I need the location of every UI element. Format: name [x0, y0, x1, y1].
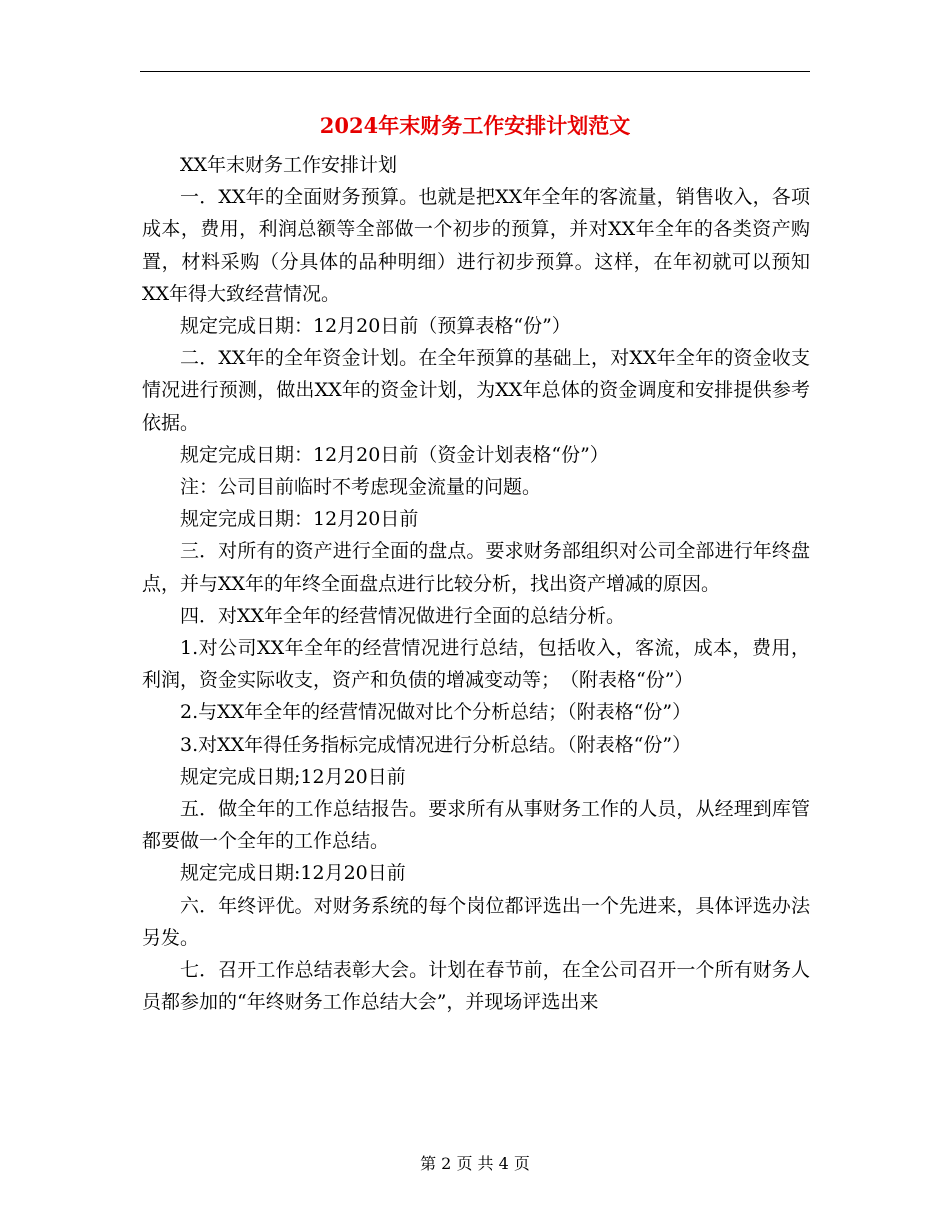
paragraph-subitem-4-3: 3.对XX年得任务指标完成情况进行分析总结。（附表格“份”） [180, 733, 692, 756]
paragraph-subitem-4-2: 2.与XX年全年的经营情况做对比个分析总结；（附表格“份”） [180, 701, 692, 724]
paragraph-item-7-meeting: 七．召开工作总结表彰大会。计划在春节前，在全公司召开一个所有财务人员都参加的“年终财务工作总结大会”，并现场评选出来 [142, 959, 810, 1014]
header-rule [140, 71, 810, 72]
paragraph-deadline-5: 规定完成日期:12月20日前 [180, 862, 406, 885]
document-title: 2024年末财务工作安排计划范文 [319, 113, 631, 138]
paragraph-plan-heading: XX年末财务工作安排计划 [180, 154, 398, 176]
paragraph-item-3-inventory: 三．对所有的资产进行全面的盘点。要求财务部组织对公司全部进行年终盘点，并与XX年的年终全面盘点进行比较分析，找出资产增减的原因。 [142, 540, 810, 595]
paragraph-note: 注：公司目前临时不考虑现金流量的问题。 [180, 476, 542, 499]
paragraph-deadline-3: 规定完成日期：12月20日前 [180, 508, 419, 531]
paragraph-deadline-2: 规定完成日期：12月20日前（资金计划表格“份”） [180, 443, 609, 466]
document-body [142, 149, 810, 1018]
paragraph-deadline-4: 规定完成日期;12月20日前 [180, 765, 406, 788]
paragraph-item-1-budget: 一．XX年的全面财务预算。也就是把XX年全年的客流量，销售收入，各项成本，费用，利润总额等全部做一个初步的预算，并对XX年全年的各类资产购置，材料采购（分具体的品种明细）进行初步预算。这样，在年初就可以预知XX年得大致经营情况。 [142, 186, 810, 305]
page-number-footer: 第 2 页 共 4 页 [420, 1154, 530, 1173]
paragraph-item-5-report: 五．做全年的工作总结报告。要求所有从事财务工作的人员，从经理到库管都要做一个全年的工作总结。 [142, 798, 810, 853]
paragraph-item-4-analysis: 四．对XX年全年的经营情况做进行全面的总结分析。 [180, 604, 626, 627]
paragraph-item-6-awards: 六．年终评优。对财务系统的每个岗位都评选出一个先进来，具体评选办法另发。 [142, 894, 810, 949]
paragraph-deadline-1: 规定完成日期：12月20日前（预算表格“份”） [180, 315, 571, 338]
paragraph-subitem-4-1: 1.对公司XX年全年的经营情况进行总结，包括收入，客流，成本，费用，利润，资金实际收支，资产和负债的增减变动等； （附表格“份”） [142, 637, 810, 692]
paragraph-item-2-funds: 二．XX年的全年资金计划。在全年预算的基础上，对XX年全年的资金收支情况进行预测，做出XX年的资金计划，为XX年总体的资金调度和安排提供参考依据。 [142, 347, 810, 434]
